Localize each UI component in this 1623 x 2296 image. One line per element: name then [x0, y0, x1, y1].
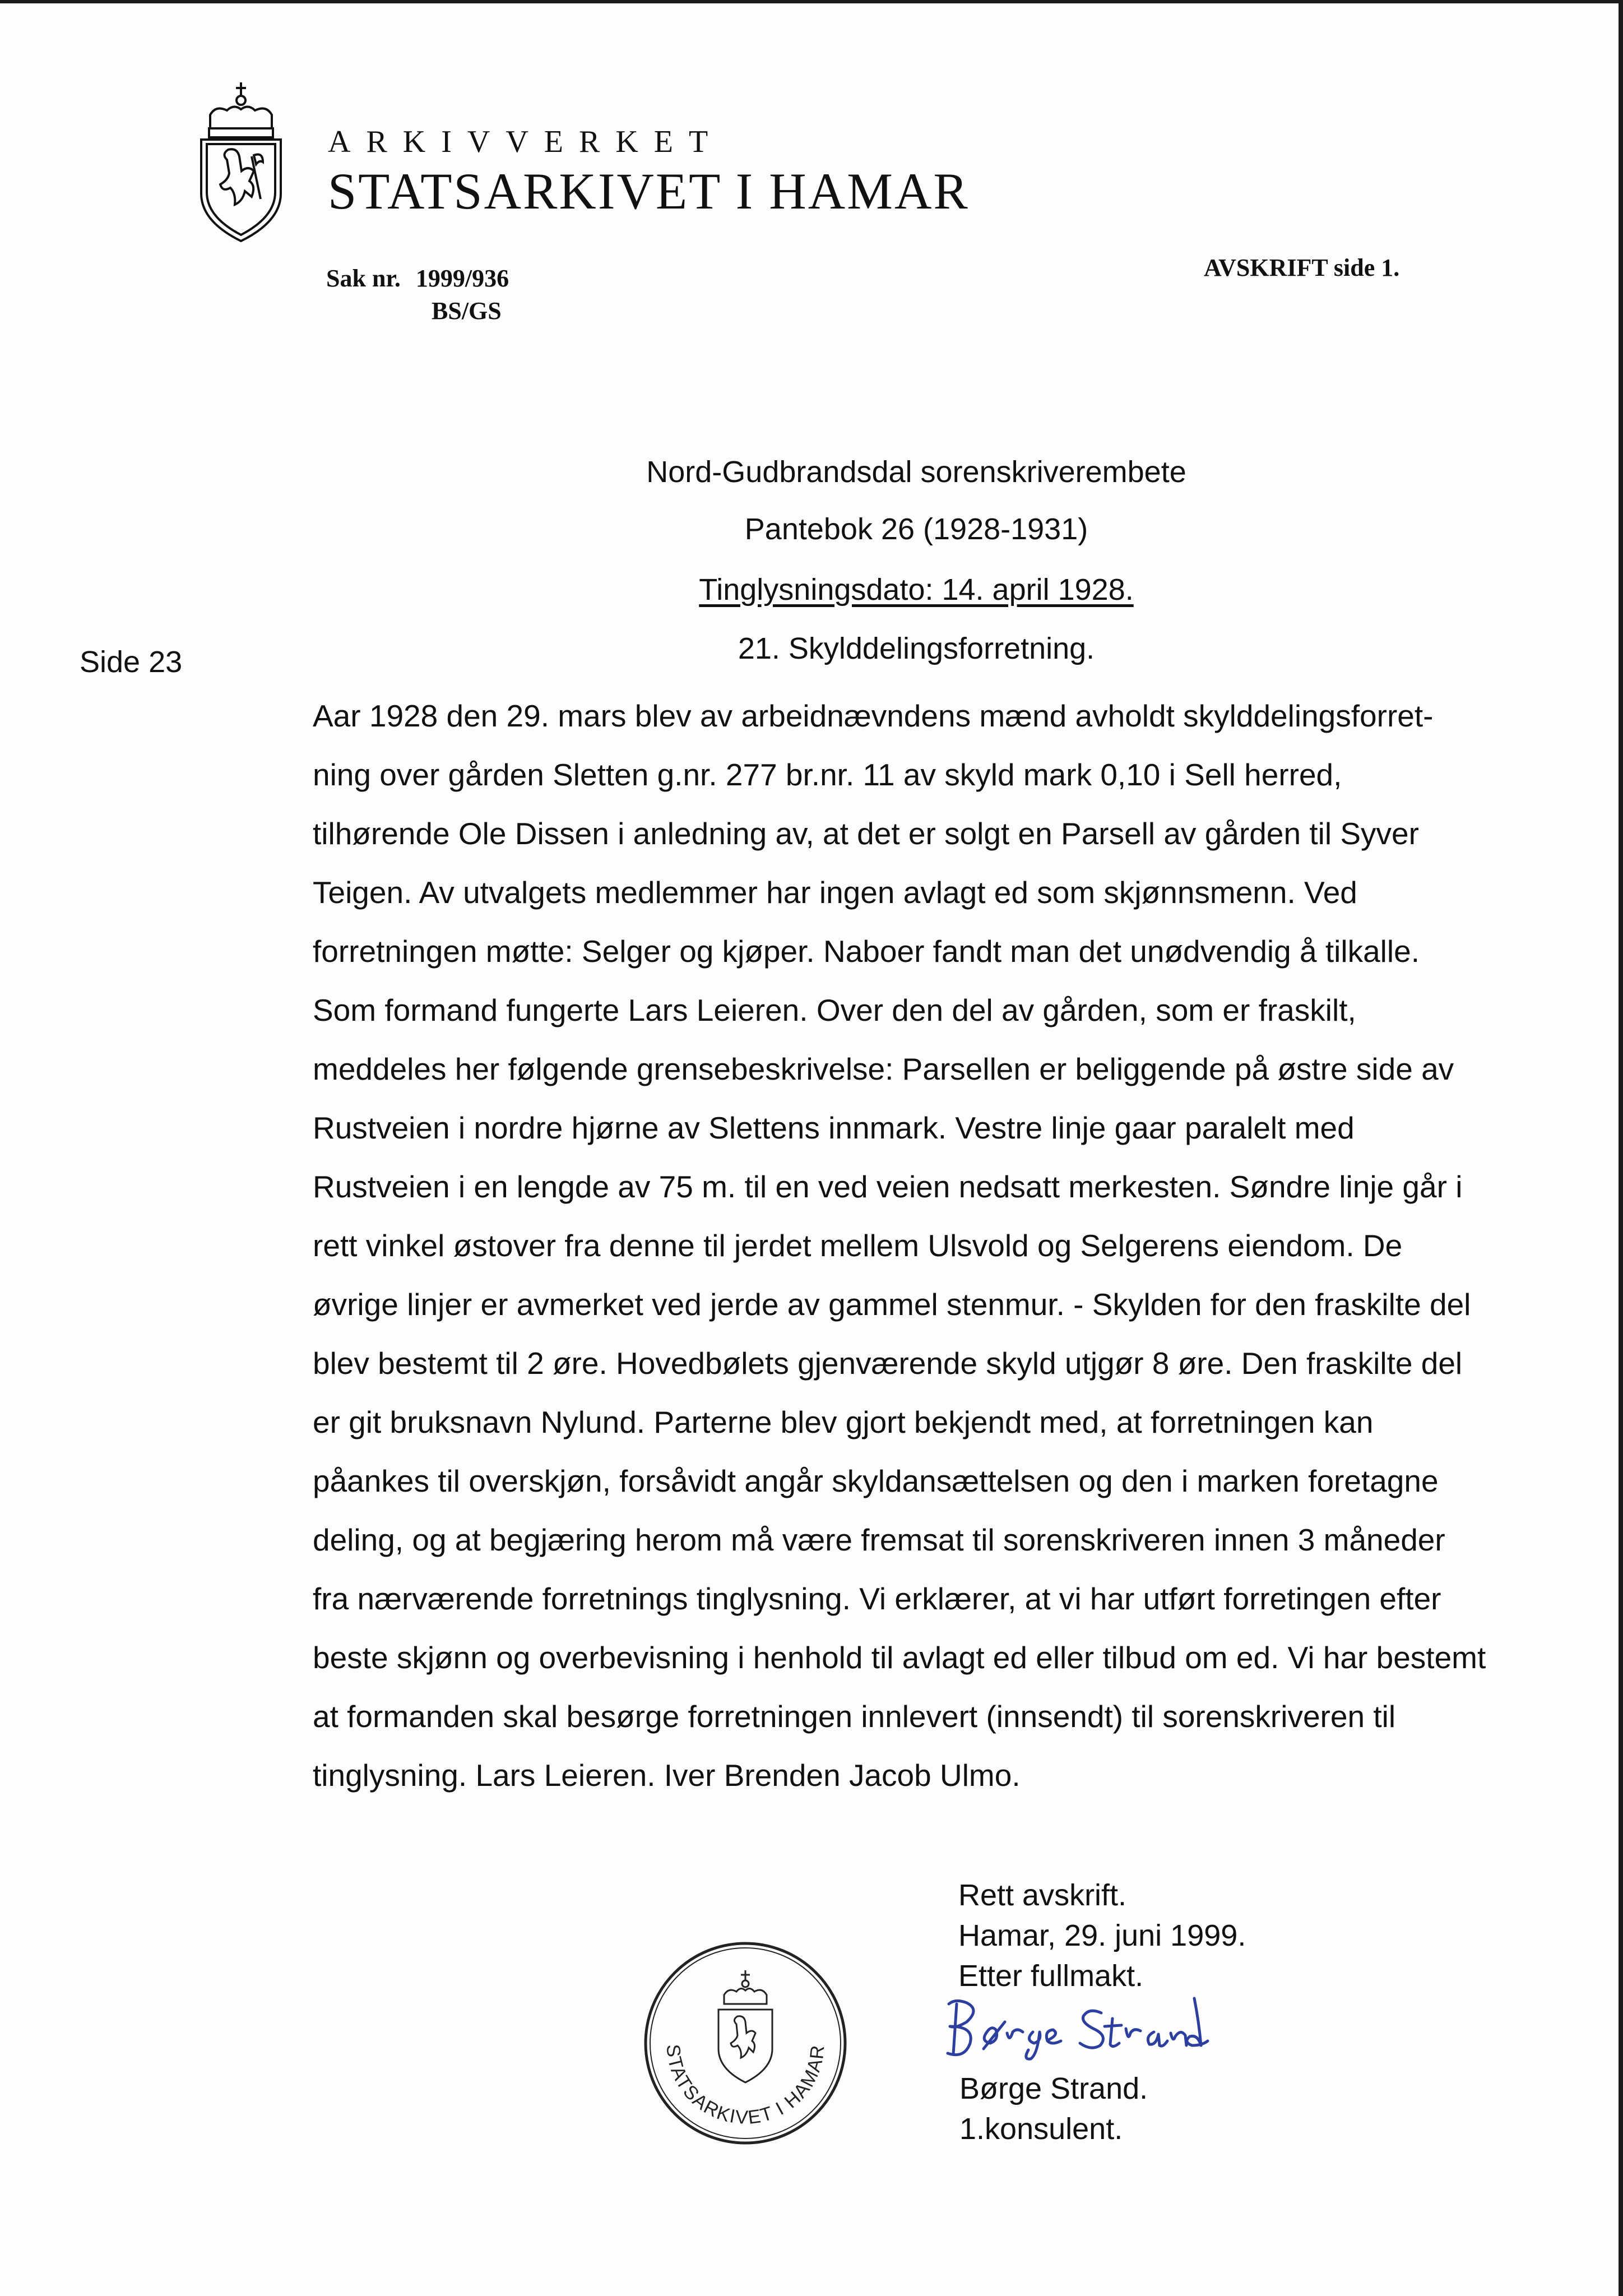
body-line: tinglysning. Lars Leieren. Iver Brenden Jacob Ulmo. [313, 1758, 1021, 1793]
body-line: fra nærværende forretnings tinglysning. Vi erklærer, at vi har utført forretingen efter [313, 1581, 1441, 1616]
signatory-block [959, 2068, 1148, 2149]
signatory-name: Børge Strand. [959, 2072, 1148, 2105]
body-line: påankes til overskjøn, forsåvidt angår skyldansættelsen og den i marken foretagne [313, 1464, 1439, 1498]
archive-header [328, 124, 970, 220]
body-line: Rustveien i nordre hjørne av Slettens innmark. Vestre linje gaar paralelt med [313, 1110, 1355, 1145]
body-line: Teigen. Av utvalgets medlemmer har ingen avlagt ed som skjønnsmenn. Ved [313, 875, 1357, 910]
case-reference [326, 262, 509, 327]
scan-border-top [0, 0, 1623, 3]
body-line: blev bestemt til 2 øre. Hovedbølets gjenværende skyld utjgør 8 øre. Den fraskilte del [313, 1346, 1463, 1381]
certification-authority: Etter fullmakt. [958, 1959, 1144, 1993]
archive-seal-stamp [639, 1937, 852, 2150]
org-name-main: STATSARKIVET I HAMAR [328, 163, 970, 220]
registration-date: Tinglysningsdato: 14. april 1928. [699, 573, 1134, 607]
handwritten-signature [933, 1987, 1225, 2066]
body-line: ning over gården Sletten g.nr. 277 br.nr. 11 av skyld mark 0,10 i Sell herred, [313, 757, 1342, 792]
body-line: øvrige linjer er avmerket ved jerde av gammel stenmur. - Skylden for den fraskilte del [313, 1287, 1471, 1322]
certification-block [958, 1875, 1246, 1996]
certification-line: Rett avskrift. [958, 1878, 1127, 1912]
body-line: at formanden skal besørge forretningen innlevert (innsendt) til sorenskriveren til [313, 1699, 1396, 1734]
body-line: meddeles her følgende grensebeskrivelse: Parsellen er beliggende på østre side av [313, 1052, 1454, 1086]
transcript-page-label: AVSKRIFT side 1. [1204, 254, 1400, 281]
case-number-label: Sak nr. [326, 265, 401, 292]
case-initials: BS/GS [432, 297, 502, 325]
body-line: forretningen møtte: Selger og kjøper. Naboer fandt man det unødvendig å tilkalle. [313, 934, 1420, 969]
svg-text:STATSARKIVET I HAMAR: STATSARKIVET I HAMAR [662, 2043, 829, 2128]
body-line: tilhørende Ole Dissen i anledning av, at det er solgt en Parsell av gården til Syver [313, 816, 1419, 851]
entry-title: 21. Skylddelingsforretning. [738, 632, 1095, 665]
body-line: beste skjønn og overbevisning i henhold til avlagt ed eller tilbud om ed. Vi har bestemt [313, 1640, 1486, 1675]
certification-place-date: Hamar, 29. juni 1999. [958, 1919, 1246, 1952]
court-office-title: Nord-Gudbrandsdal sorenskriverembete [646, 455, 1186, 489]
body-line: Rustveien i en lengde av 75 m. til en ved veien nedsatt merkesten. Søndre linje går i [313, 1169, 1463, 1204]
body-line: Som formand fungerte Lars Leieren. Over den del av gården, som er fraskilt, [313, 993, 1356, 1027]
body-line: rett vinkel østover fra denne til jerdet mellem Ulsvold og Selgerens eiendom. De [313, 1228, 1403, 1263]
side-note-page: Side 23 [80, 645, 183, 679]
body-line: deling, og at begjæring herom må være fremsat til sorenskriveren innen 3 måneder [313, 1522, 1445, 1557]
body-line: Aar 1928 den 29. mars blev av arbeidnævndens mænd avholdt skylddelingsforret- [313, 698, 1434, 733]
coat-of-arms-icon [193, 81, 289, 244]
body-line: er git bruksnavn Nylund. Parterne blev gjort bekjendt med, at forretningen kan [313, 1405, 1374, 1439]
org-name-top: ARKIVVERKET [328, 124, 724, 159]
signatory-role: 1.konsulent. [959, 2112, 1123, 2146]
case-number: 1999/936 [415, 265, 509, 292]
register-title: Pantebok 26 (1928-1931) [744, 512, 1088, 546]
scan-border-right [1619, 0, 1623, 2296]
